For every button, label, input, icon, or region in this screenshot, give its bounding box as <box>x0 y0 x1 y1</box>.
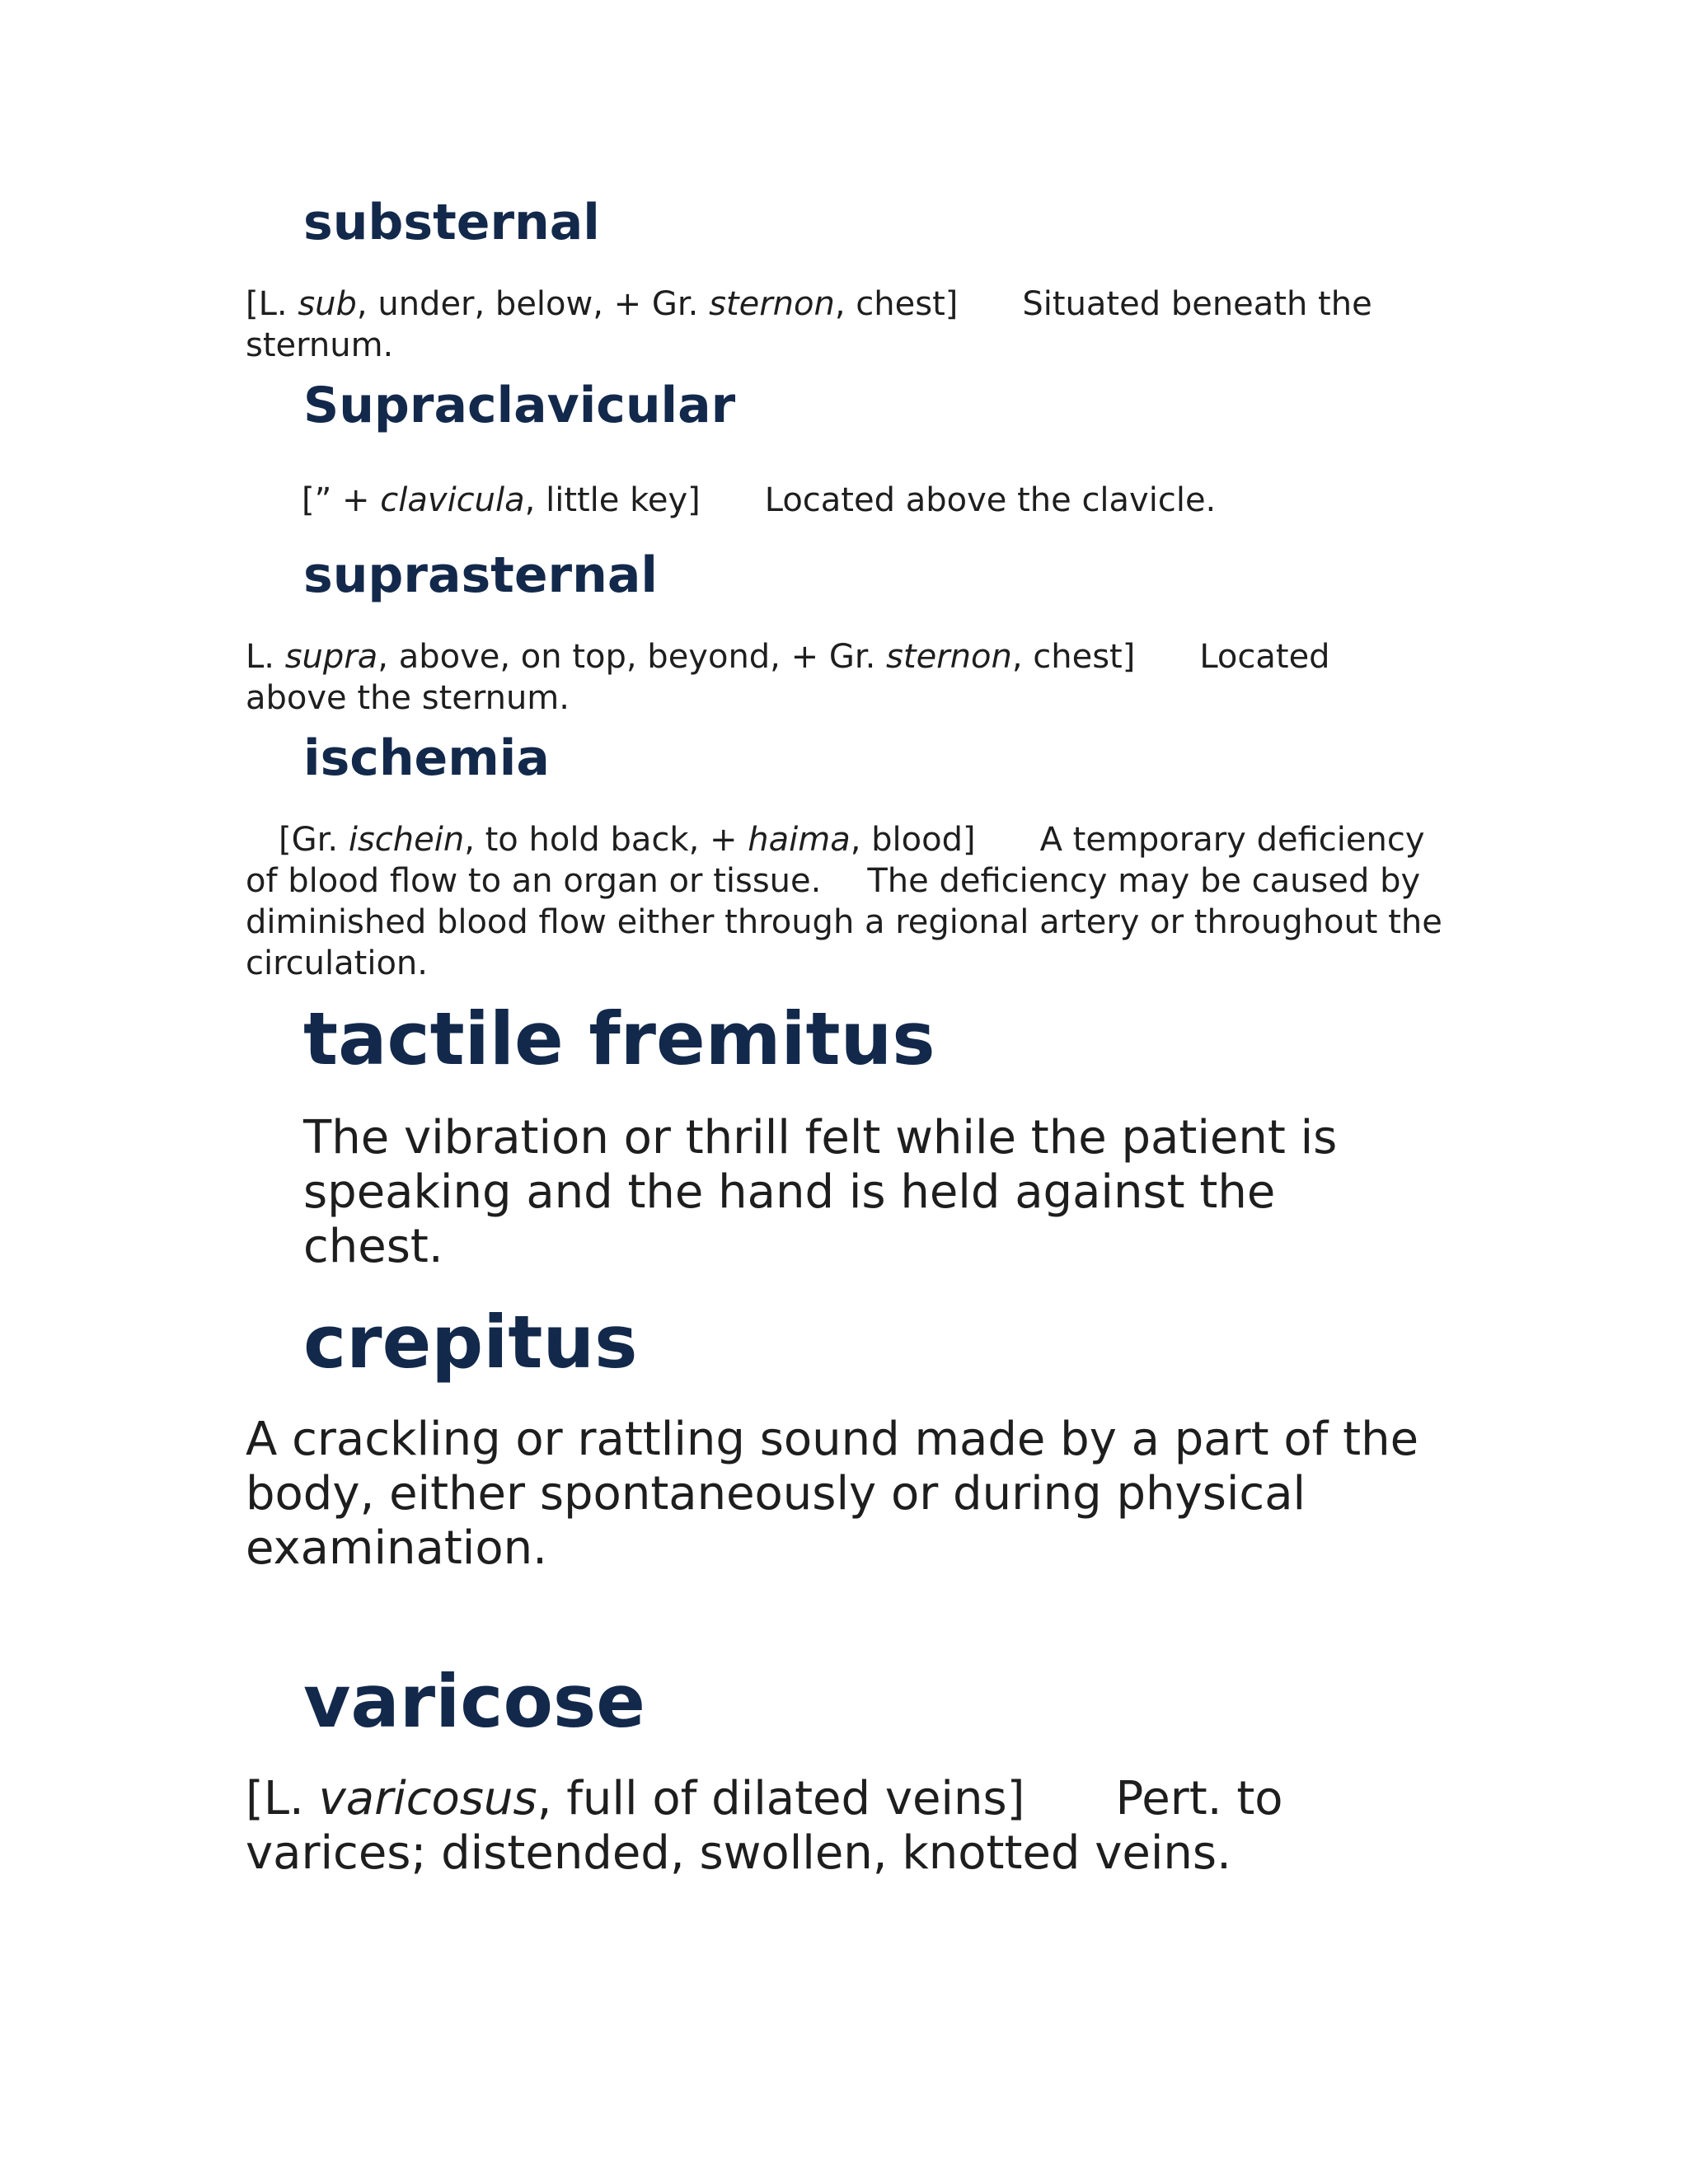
definition-suprasternal: L. supra, above, on top, beyond, + Gr. sternon, chest] Located above the sternum. <box>246 638 1330 717</box>
definition-tactile-fremitus: The vibration or thrill felt while the patient is speaking and the hand is held against the chest. <box>303 1111 1338 1273</box>
definition-supraclavicular: [” + clavicula, little key] Located above the clavicle. <box>302 481 1217 519</box>
definition-substernal: [L. sub, under, below, + Gr. sternon, chest] Situated beneath the sternum. <box>246 285 1372 364</box>
term-supraclavicular: Supraclavicular <box>303 377 736 434</box>
definition-varicose: [L. varicosus, full of dilated veins] Pert. to varices; distended, swollen, knotted veins. <box>246 1772 1283 1880</box>
term-suprasternal: suprasternal <box>303 546 658 604</box>
term-substernal: substernal <box>303 194 600 251</box>
term-varicose: varicose <box>303 1659 645 1744</box>
term-crepitus: crepitus <box>303 1300 638 1385</box>
term-ischemia: ischemia <box>303 729 550 787</box>
definition-ischemia: [Gr. ischein, to hold back, + haima, blood] A temporary deficiency of blood flow to an organ or tissue. The deficiency may be caused by diminished blood flow either through a regional artery or throughout the circulation. <box>246 821 1442 982</box>
term-tactile-fremitus: tactile fremitus <box>303 996 935 1081</box>
definition-crepitus: A crackling or rattling sound made by a part of the body, either spontaneously or during physical examination. <box>246 1413 1419 1575</box>
